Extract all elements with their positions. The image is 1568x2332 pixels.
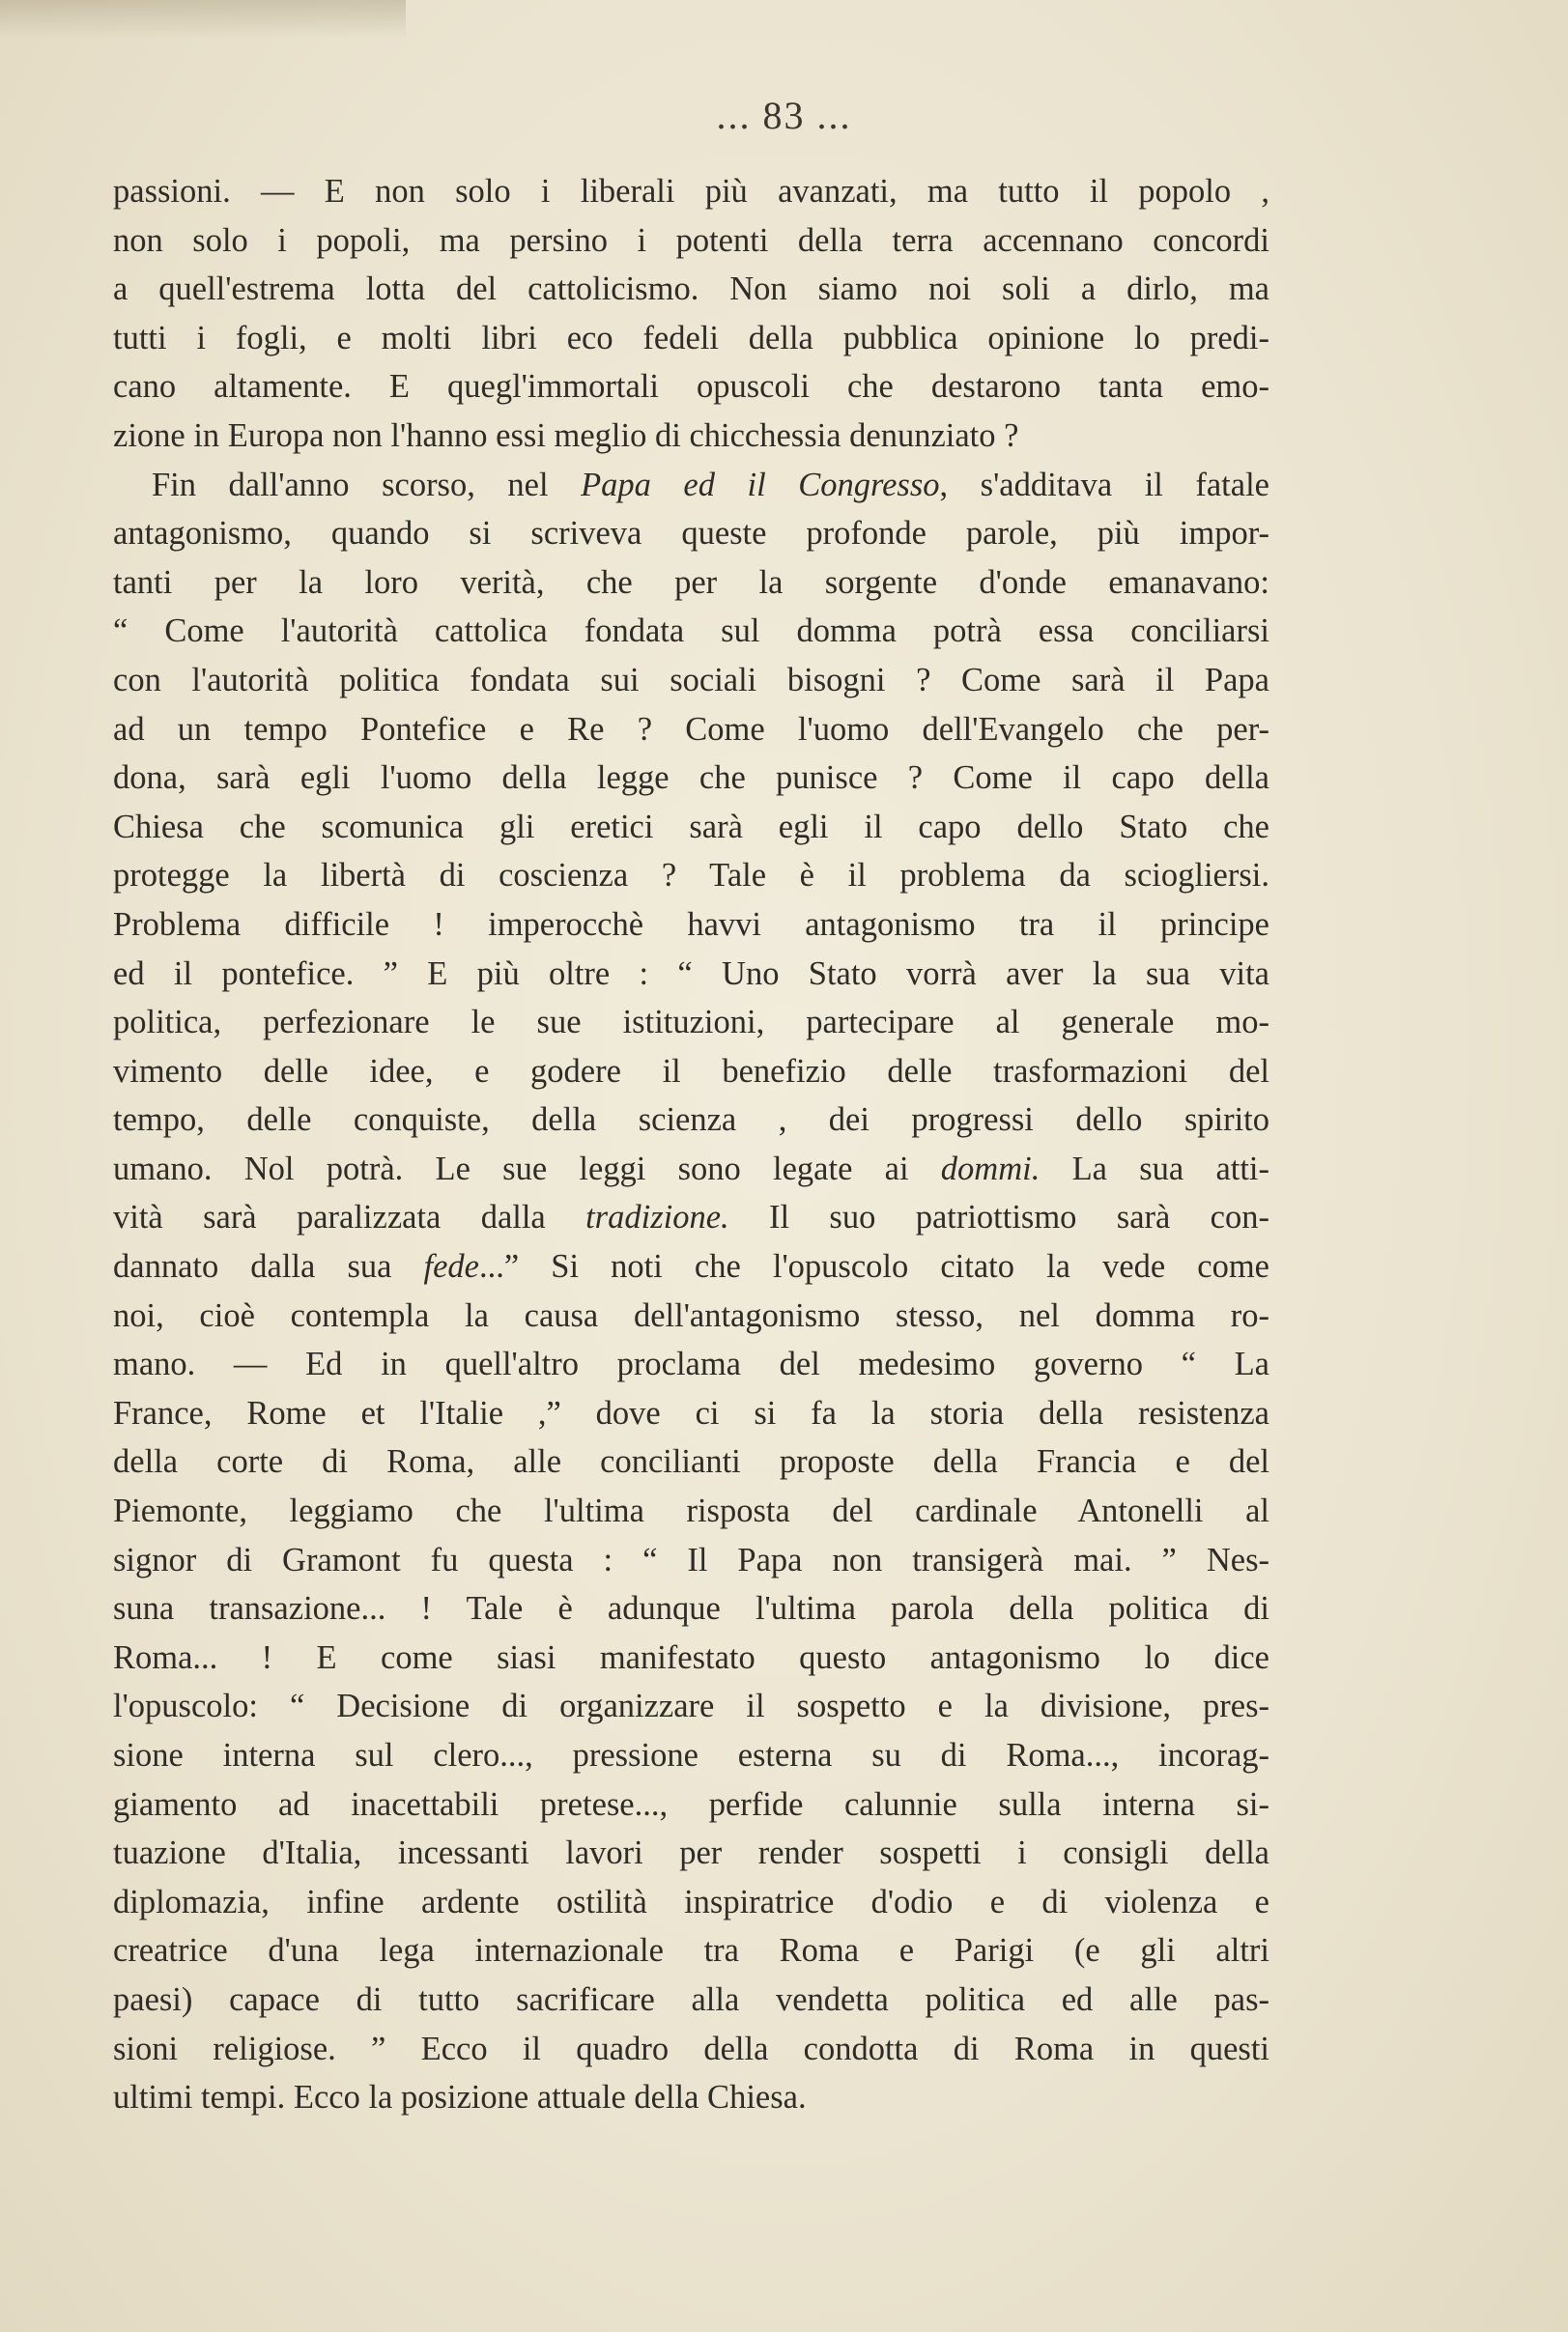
line-text: antagonismo, quando si scriveva queste profonde parole, più impor- [113, 515, 1269, 553]
line-text-before: vità sarà paralizzata dalla [113, 1199, 586, 1237]
italic-title: fede [423, 1248, 479, 1286]
text-line [113, 998, 1269, 1047]
line-text: l'opuscolo: “ Decisione di organizzare il sospetto e la divisione, pres- [113, 1688, 1269, 1725]
text-line [113, 851, 1269, 900]
line-text: tempo, delle conquiste, della scienza , dei progressi dello spirito [113, 1101, 1269, 1139]
text-line [113, 1634, 1269, 1683]
line-text: con l'autorità politica fondata sui sociali bisogni ? Come sarà il Papa [113, 661, 1269, 698]
line-text-before: umano. Nol potrà. Le sue leggi sono legate ai [113, 1150, 941, 1187]
line-text: tanti per la loro verità, che per la sorgente d'onde emanavano: [113, 563, 1269, 601]
line-text: cano altamente. E quegl'immortali opuscoli che destarono tanta emo- [113, 368, 1269, 406]
text-line [113, 656, 1269, 705]
line-text: tuazione d'Italia, incessanti lavori per render sospetti i consigli della [113, 1834, 1269, 1872]
line-text: passioni. — E non solo i liberali più avanzati, ma tutto il popolo , [113, 173, 1269, 210]
italic-title: tradizione. [585, 1199, 729, 1237]
line-text-after: La sua atti- [1040, 1150, 1269, 1187]
line-text: protegge la libertà di coscienza ? Tale è il problema da sciogliersi. [113, 857, 1269, 895]
line-text: ad un tempo Pontefice e Re ? Come l'uomo dell'Evangelo che per- [113, 710, 1269, 748]
text-line [113, 461, 1269, 510]
text-line [113, 950, 1269, 999]
text-line [113, 1829, 1269, 1878]
text-line [113, 1242, 1269, 1292]
text-line [113, 1487, 1269, 1536]
line-text: “ Come l'autorità cattolica fondata sul domma potrà essa conciliarsi [113, 612, 1269, 650]
line-text: giamento ad inacettabili pretese..., perfide calunnie sulla interna si- [113, 1785, 1269, 1823]
line-text: Roma... ! E come siasi manifestato questo antagonismo lo dice [113, 1638, 1269, 1676]
line-text-after: , s'additava il fatale [939, 466, 1269, 503]
line-text: sione interna sul clero..., pressione esterna su di Roma..., incorag- [113, 1737, 1269, 1774]
page-edge-shadow [0, 0, 406, 39]
line-text: ed il pontefice. ” E più oltre : “ Uno Stato vorrà aver la sua vita [113, 954, 1269, 992]
line-text-before: dannato dalla sua [113, 1248, 424, 1286]
line-text: paesi) capace di tutto sacrificare alla vendetta politica ed alle pas- [113, 1980, 1269, 2018]
text-line [113, 1193, 1269, 1242]
line-text-after: Il suo patriottismo sarà con- [728, 1199, 1269, 1237]
line-text: zione in Europa non l'hanno essi meglio di chicchessia denunziato ? [113, 416, 1019, 454]
line-text: non solo i popoli, ma persino i potenti della terra accennano concordi [113, 221, 1269, 259]
line-text: dona, sarà egli l'uomo della legge che punisce ? Come il capo della [113, 759, 1269, 797]
line-text: signor di Gramont fu questa : “ Il Papa non transigerà mai. ” Nes- [113, 1541, 1269, 1578]
text-line [113, 803, 1269, 852]
text-line [113, 1145, 1269, 1194]
text-line [113, 1340, 1269, 1389]
text-line [113, 509, 1269, 558]
text-line [113, 1682, 1269, 1731]
text-line [113, 1389, 1269, 1438]
line-text: noi, cioè contempla la causa dell'antagonismo stesso, nel domma ro- [113, 1296, 1269, 1334]
text-line [113, 412, 1269, 461]
line-text: Piemonte, leggiamo che l'ultima risposta del cardinale Antonelli al [113, 1493, 1269, 1530]
text-line [113, 1047, 1269, 1096]
text-line [113, 216, 1269, 266]
line-text: tutti i fogli, e molti libri eco fedeli della pubblica opinione lo predi- [113, 319, 1269, 356]
text-line [113, 314, 1269, 363]
line-text-before: Fin dall'anno scorso, nel [152, 466, 582, 503]
line-text: vimento delle idee, e godere il benefizio delle trasformazioni del [113, 1052, 1269, 1090]
line-text: sioni religiose. ” Ecco il quadro della condotta di Roma in questi [113, 2030, 1269, 2067]
text-line [113, 1095, 1269, 1145]
text-line [113, 2073, 1269, 2122]
text-line [113, 1926, 1269, 1976]
line-text: France, Rome et l'Italie ,” dove ci si fa la storia della resistenza [113, 1394, 1269, 1432]
line-text: politica, perfezionare le sue istituzioni, partecipare al generale mo- [113, 1004, 1269, 1041]
line-text-after: ...” Si noti che l'opuscolo citato la vede come [479, 1248, 1269, 1286]
text-line [113, 705, 1269, 754]
text-line [113, 1731, 1269, 1780]
body-text [113, 167, 1269, 2122]
line-text: creatrice d'una lega internazionale tra Roma e Parigi (e gli altri [113, 1932, 1269, 1970]
text-line [113, 1584, 1269, 1634]
text-line [113, 362, 1269, 412]
line-text: suna transazione... ! Tale è adunque l'ultima parola della politica di [113, 1590, 1269, 1628]
line-text: della corte di Roma, alle concilianti proposte della Francia e del [113, 1443, 1269, 1481]
line-text: mano. — Ed in quell'altro proclama del medesimo governo “ La [113, 1346, 1269, 1383]
text-line [113, 1437, 1269, 1487]
text-line [113, 1292, 1269, 1341]
text-line [113, 1878, 1269, 1927]
line-text: ultimi tempi. Ecco la posizione attuale della Chiesa. [113, 2079, 807, 2117]
text-line [113, 1976, 1269, 2025]
text-line [113, 558, 1269, 608]
line-text: Problema difficile ! imperocchè havvi antagonismo tra il principe [113, 905, 1269, 943]
page-number: ... 83 ... [716, 94, 852, 137]
text-line [113, 1536, 1269, 1585]
text-line [113, 2025, 1269, 2074]
text-line [113, 900, 1269, 950]
line-text: Chiesa che scomunica gli eretici sarà egli il capo dello Stato che [113, 808, 1269, 845]
line-text: a quell'estrema lotta del cattolicismo. Non siamo noi soli a dirlo, ma [113, 270, 1269, 308]
italic-title: Papa ed il Congresso [581, 466, 940, 503]
text-line [113, 1780, 1269, 1830]
text-line [113, 754, 1269, 803]
line-text: diplomazia, infine ardente ostilità inspiratrice d'odio e di violenza e [113, 1883, 1269, 1920]
italic-title: dommi. [940, 1150, 1041, 1187]
text-line [113, 167, 1269, 216]
text-line [113, 607, 1269, 656]
text-line [113, 265, 1269, 314]
